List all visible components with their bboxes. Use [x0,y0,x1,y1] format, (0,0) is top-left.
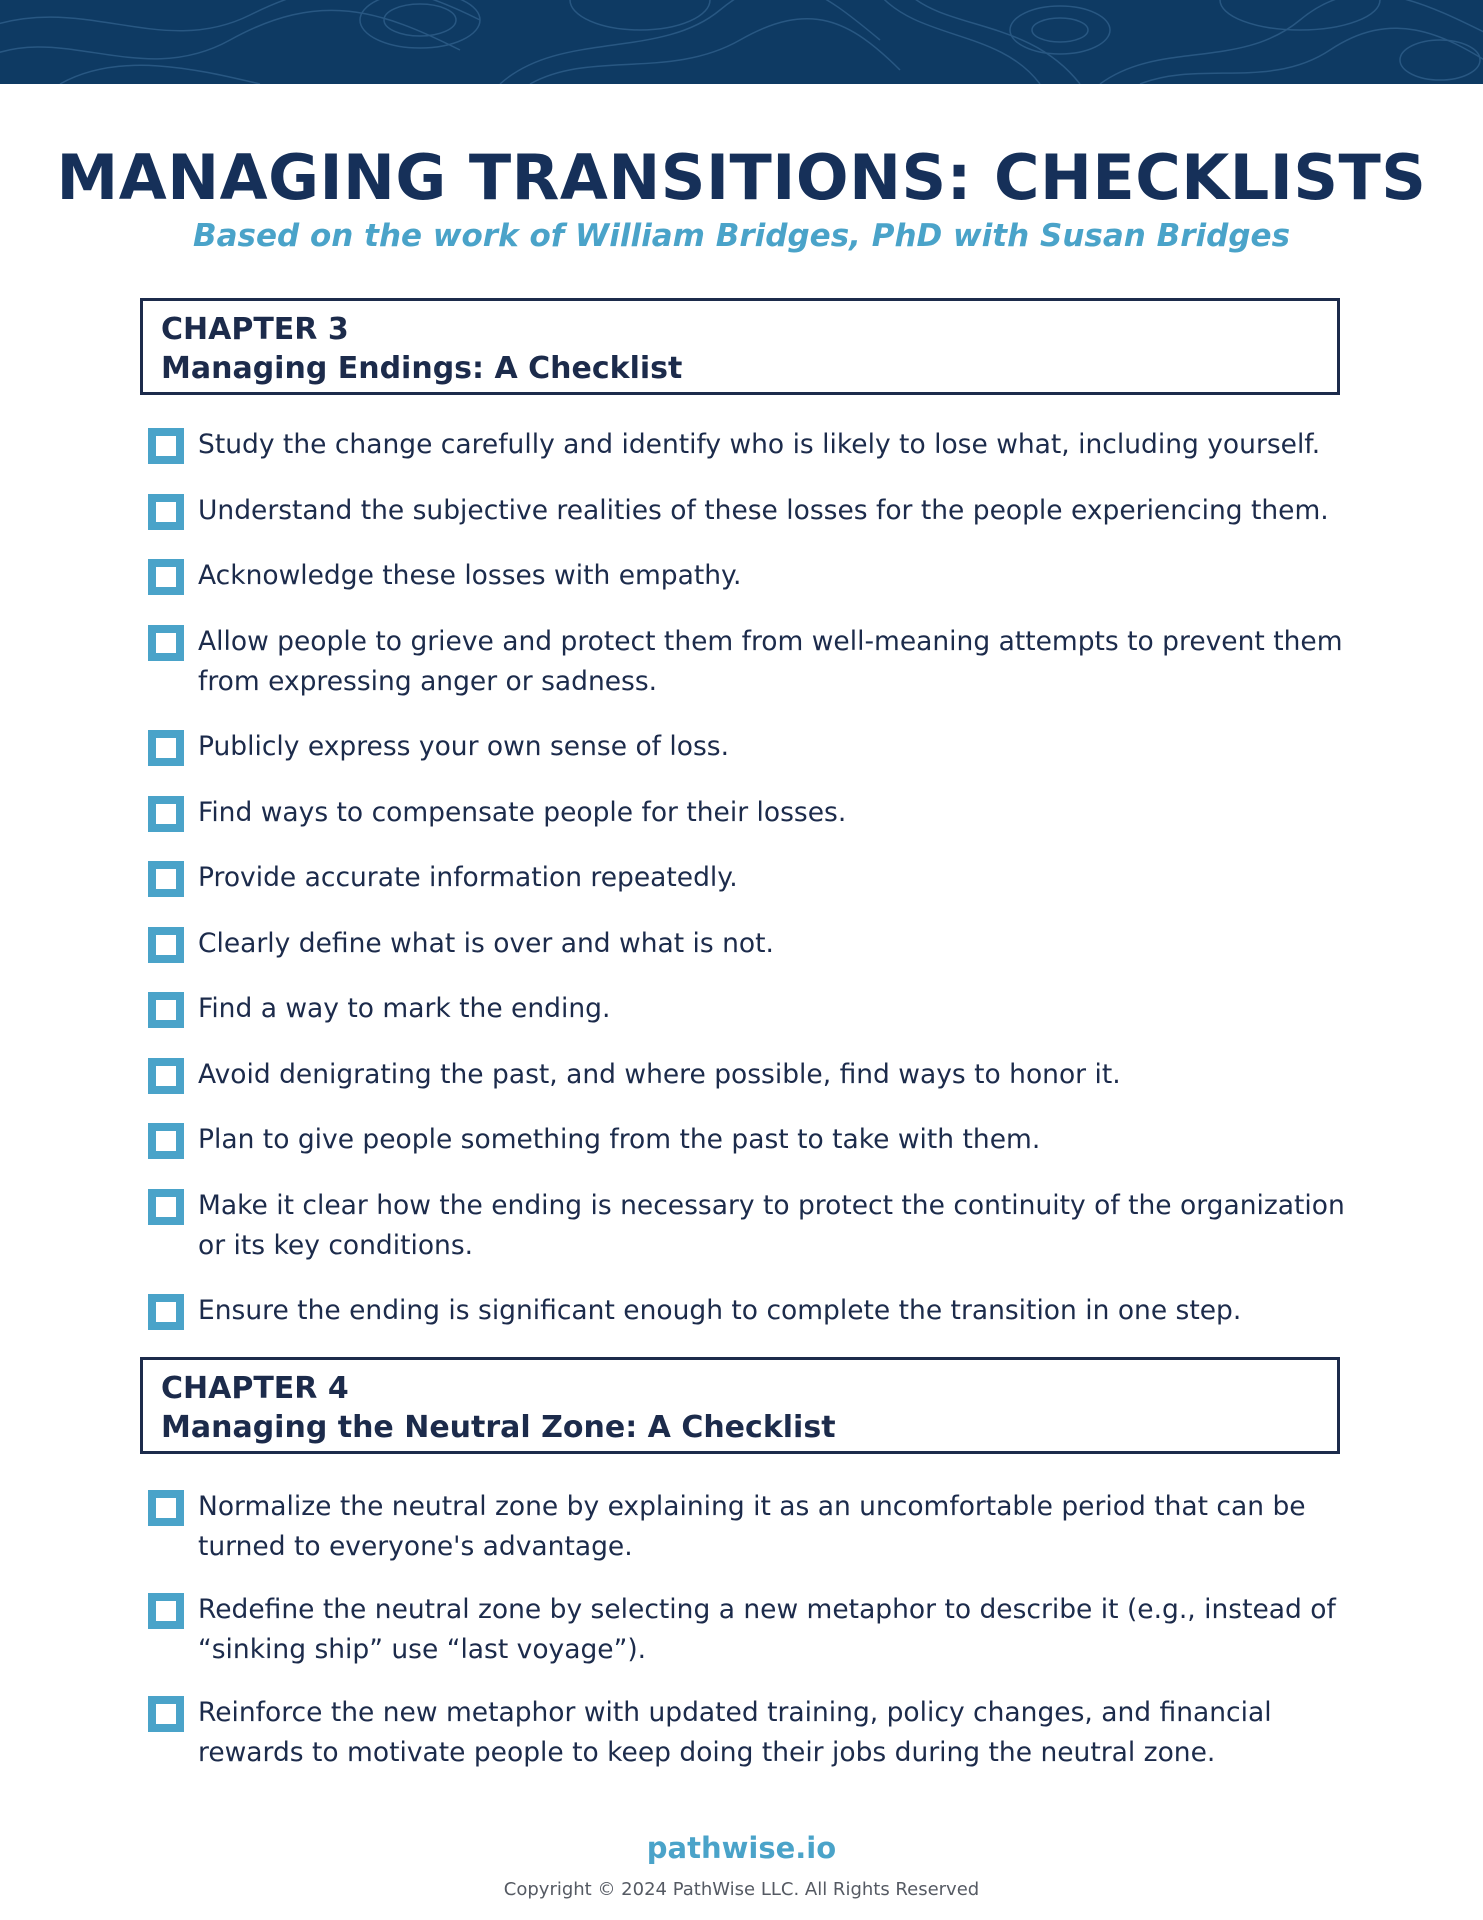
checklist-item-text: Publicly express your own sense of loss. [198,731,730,762]
checkbox-icon[interactable] [148,927,184,963]
checkbox-icon[interactable] [148,1294,184,1330]
chapter-title: Managing the Neutral Zone: A Checklist [161,1410,836,1445]
chapter-4-header [140,1357,1340,1454]
checklist-item [148,622,1348,702]
checklist-item-text: Make it clear how the ending is necessary to protect the continuity of the organization or its key conditions. [198,1189,1345,1261]
checklist-item [148,1590,1348,1670]
checkbox-icon[interactable] [148,1593,184,1629]
chapter-number: CHAPTER 3 [161,312,349,347]
checklist-item-text: Plan to give people something from the past to take with them. [198,1124,1041,1155]
checkbox-icon[interactable] [148,1490,184,1526]
checkbox-icon[interactable] [148,861,184,897]
checklist-item [148,924,1348,964]
checklist-item-text: Acknowledge these losses with empathy. [198,560,742,591]
checkbox-icon[interactable] [148,730,184,766]
checklist-item [148,1186,1348,1266]
checklist-item [148,1291,1348,1331]
top-banner [0,0,1483,84]
checkbox-icon[interactable] [148,1696,184,1732]
chapter-number: CHAPTER 4 [161,1371,349,1406]
checklist-item-text: Find ways to compensate people for their losses. [198,796,847,828]
chapter-title: Managing Endings: A Checklist [161,351,683,386]
checkbox-icon[interactable] [148,796,184,832]
checklist-item [148,858,1348,898]
checklist-item [148,1487,1348,1567]
checklist-item [148,1693,1348,1773]
chapter-3-header [140,298,1340,395]
footer-copyright: Copyright © 2024 PathWise LLC. All Rights Reserved [503,1879,980,1900]
footer-brand-link[interactable]: pathwise.io [646,1831,837,1865]
checkbox-icon[interactable] [148,494,184,530]
checkbox-icon[interactable] [148,559,184,595]
checkbox-icon[interactable] [148,992,184,1028]
checklist-item-text: Provide accurate information repeatedly. [198,862,738,893]
topographic-pattern-icon [0,0,1483,84]
page-title: MANAGING TRANSITIONS: CHECKLISTS [56,141,1427,214]
page-subtitle: Based on the work of William Bridges, PhD with Susan Bridges [192,218,1291,254]
checklist-item [148,491,1348,531]
checklist-item [148,727,1348,767]
checklist-item-text: Clearly define what is over and what is not. [198,927,774,959]
checklist-item-text: Normalize the neutral zone by explaining it as an uncomfortable period that can be turned to everyone's advantage. [198,1491,1306,1562]
checklist-item-text: Avoid denigrating the past, and where possible, find ways to honor it. [198,1058,1121,1090]
checklist-item [148,1120,1348,1160]
checklist-item [148,989,1348,1029]
checklist-item-text: Find a way to mark the ending. [198,993,611,1024]
checkbox-icon[interactable] [148,1058,184,1094]
checklist-item [148,793,1348,833]
chapter-4-checklist [148,1487,1348,1796]
checklist-item [148,425,1348,465]
checklist-item [148,1055,1348,1095]
checklist-item-text: Ensure the ending is significant enough to complete the transition in one step. [198,1295,1242,1326]
checkbox-icon[interactable] [148,625,184,661]
checklist-item-text: Reinforce the new metaphor with updated training, policy changes, and financial rewards to motivate people to keep doing their jobs during the neutral zone. [198,1697,1272,1768]
checklist-item-text: Allow people to grieve and protect them from well-meaning attempts to prevent them from expressing anger or sadness. [198,625,1343,697]
checkbox-icon[interactable] [148,1189,184,1225]
checklist-item-text: Redefine the neutral zone by selecting a new metaphor to describe it (e.g., instead of “sinking ship” use “last voyage”). [198,1594,1336,1665]
checklist-item-text: Understand the subjective realities of these losses for the people experiencing them. [198,494,1329,526]
checklist-item-text: Study the change carefully and identify who is likely to lose what, including yourself. [198,429,1321,460]
checklist-item [148,556,1348,596]
checkbox-icon[interactable] [148,1123,184,1159]
chapter-3-checklist [148,425,1348,1357]
checkbox-icon[interactable] [148,428,184,464]
